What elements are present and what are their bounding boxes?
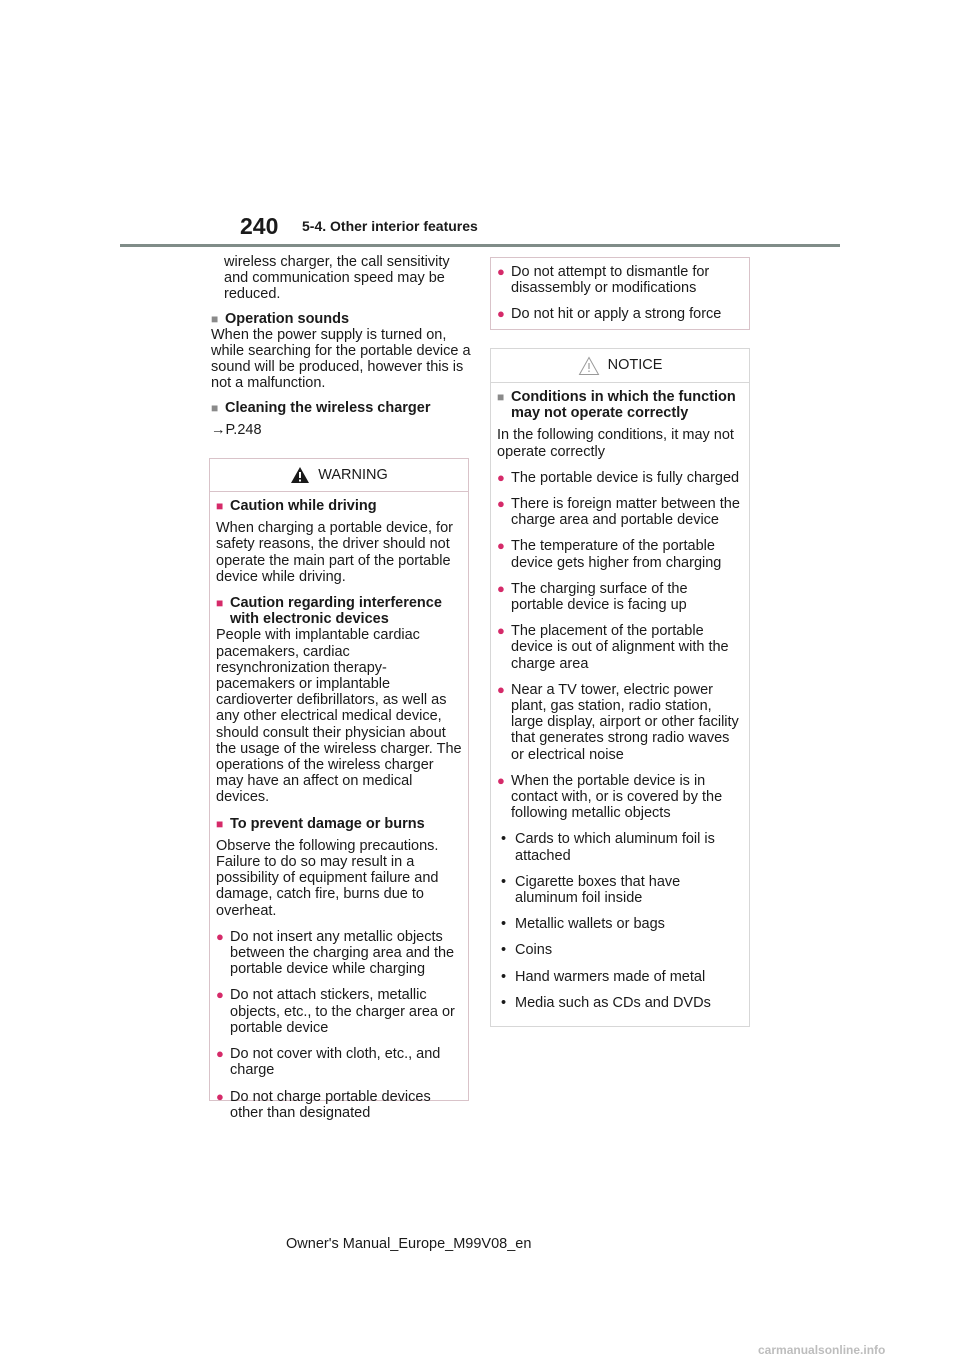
- list-item: [216, 987, 462, 1036]
- left-column: [211, 254, 473, 438]
- dot-marker-icon: •: [501, 873, 507, 890]
- square-bullet-icon: ■: [216, 596, 224, 611]
- round-bullet-icon: ●: [497, 538, 505, 554]
- round-bullet-icon: ●: [216, 928, 224, 944]
- sub-list-item: [497, 942, 743, 958]
- list-item: [497, 581, 743, 613]
- warning-heading: [216, 595, 462, 627]
- list-item-text: The charging surface of the portable device is facing up: [511, 580, 688, 614]
- warning-heading: [216, 816, 462, 832]
- operation-sounds-text: When the power supply is turned on, while searching for the portable device a sound will be produced, however this is not a malfunction.: [211, 326, 471, 392]
- cleaning-heading: [211, 400, 473, 416]
- list-item: [216, 929, 462, 978]
- notice-header: [491, 349, 749, 383]
- warning-continued-body: [491, 258, 749, 323]
- sub-list-item: [497, 916, 743, 932]
- list-item-text: The placement of the portable device is out of alignment with the charge area: [511, 623, 729, 672]
- sub-list-item: [497, 874, 743, 906]
- warning-triangle-icon: [290, 466, 310, 484]
- round-bullet-icon: ●: [216, 1088, 224, 1104]
- round-bullet-icon: ●: [497, 623, 505, 639]
- heading-label: To prevent damage or burns: [230, 815, 425, 832]
- list-item: [216, 1089, 462, 1121]
- list-item: [497, 773, 743, 822]
- list-item: [497, 623, 743, 672]
- warning-text: When charging a portable device, for safety reasons, the driver should not operate the main part of the portable device while driving.: [216, 520, 453, 585]
- square-bullet-icon: ■: [211, 400, 219, 415]
- warning-continued-box: [490, 257, 750, 330]
- warning-box: [209, 458, 469, 1121]
- list-item-text: When the portable device is in contact with, or is covered by the following metallic objects: [511, 772, 723, 822]
- warning-body: [210, 492, 468, 1121]
- round-bullet-icon: ●: [497, 772, 505, 788]
- list-item-text: Do not hit or apply a strong force: [511, 306, 722, 323]
- list-item: [216, 1046, 462, 1078]
- sub-list-item-text: Cigarette boxes that have aluminum foil inside: [515, 873, 681, 907]
- square-bullet-icon: ■: [497, 390, 505, 404]
- list-item-text: Do not insert any metallic objects between the charging area and the portable device while charging: [230, 928, 455, 978]
- warning-text: People with implantable cardiac pacemakers, cardiac resynchronization therapy-pacemakers or implantable cardioverter defibrillators, as well as any other electrical medical device, should consult their physician about the usage of the wireless charger. The operations of the wireless charger may have an affect on medical devices.: [216, 627, 462, 806]
- sub-list-item-text: Media such as CDs and DVDs: [515, 994, 711, 1011]
- list-item-text: Do not cover with cloth, etc., and charge: [230, 1046, 441, 1079]
- notice-box: [490, 348, 750, 1027]
- page-number: 240: [240, 213, 279, 239]
- round-bullet-icon: ●: [497, 306, 505, 322]
- round-bullet-icon: ●: [497, 469, 505, 485]
- notice-body: [491, 383, 749, 1011]
- heading-label: Operation sounds: [225, 310, 350, 327]
- round-bullet-icon: ●: [497, 681, 505, 697]
- square-bullet-icon: ■: [211, 311, 219, 326]
- sub-list-item: [497, 995, 743, 1011]
- round-bullet-icon: ●: [497, 496, 505, 512]
- header-rule: [120, 244, 840, 247]
- dot-marker-icon: •: [501, 831, 507, 848]
- list-item-text: Do not attempt to dismantle for disassembly or modifications: [511, 264, 710, 297]
- watermark: carmanualsonline.info: [758, 1343, 886, 1357]
- list-item-text: There is foreign matter between the charge area and portable device: [511, 496, 740, 529]
- list-item-text: Near a TV tower, electric power plant, gas station, radio station, large display, airport or other facility that generates strong radio waves or electrical noise: [511, 681, 739, 763]
- warning-text: Observe the following precautions. Failure to do so may result in a possibility of equipment failure and damage, catch fire, burns due to overheat.: [216, 837, 439, 919]
- heading-label: Conditions in which the function may not operate correctly: [511, 389, 736, 422]
- list-item-text: The temperature of the portable device gets higher from charging: [511, 538, 722, 571]
- dot-marker-icon: •: [501, 916, 507, 933]
- sub-list-item-text: Metallic wallets or bags: [515, 916, 665, 933]
- list-item: [497, 306, 743, 322]
- round-bullet-icon: ●: [216, 1046, 224, 1062]
- dot-marker-icon: •: [501, 942, 507, 959]
- list-item-text: The portable device is fully charged: [511, 469, 740, 486]
- notice-text: In the following conditions, it may not operate correctly: [497, 427, 734, 460]
- list-item: [497, 264, 743, 296]
- list-item: [497, 682, 743, 763]
- section-title: 5-4. Other interior features: [302, 218, 478, 234]
- continuation-text: wireless charger, the call sensitivity and communication speed may be reduced.: [224, 254, 450, 303]
- sub-list-item-text: Coins: [515, 942, 553, 959]
- list-item-text: Do not attach stickers, metallic objects, etc., to the charger area or portable device: [230, 987, 455, 1036]
- notice-heading: [497, 389, 743, 421]
- notice-title: NOTICE: [607, 357, 663, 374]
- sub-list-item-text: Hand warmers made of metal: [515, 968, 706, 985]
- sub-list-item-text: Cards to which aluminum foil is attached: [515, 831, 715, 864]
- sub-list-item: [497, 831, 743, 863]
- warning-heading: [216, 498, 462, 514]
- warning-header: [210, 459, 468, 492]
- page-reference-link[interactable]: →P.248: [211, 421, 262, 438]
- list-item: [497, 538, 743, 570]
- square-bullet-icon: ■: [216, 499, 224, 513]
- round-bullet-icon: ●: [497, 264, 505, 279]
- square-bullet-icon: ■: [216, 816, 224, 831]
- heading-label: Caution while driving: [230, 498, 377, 514]
- list-item: [497, 470, 743, 486]
- round-bullet-icon: ●: [216, 987, 224, 1003]
- heading-label: Caution regarding interference with electronic devices: [230, 595, 442, 628]
- footer-text: Owner's Manual_Europe_M99V08_en: [286, 1236, 532, 1252]
- sub-list-item: [497, 969, 743, 985]
- list-item-text: Do not charge portable devices other than designated: [230, 1088, 431, 1121]
- dot-marker-icon: •: [501, 994, 507, 1011]
- round-bullet-icon: ●: [497, 580, 505, 596]
- list-item: [497, 496, 743, 528]
- heading-label: Cleaning the wireless charger: [225, 399, 431, 416]
- notice-triangle-icon: [578, 356, 600, 376]
- dot-marker-icon: •: [501, 968, 507, 985]
- warning-title: WARNING: [318, 466, 388, 483]
- operation-sounds-heading: [211, 311, 473, 327]
